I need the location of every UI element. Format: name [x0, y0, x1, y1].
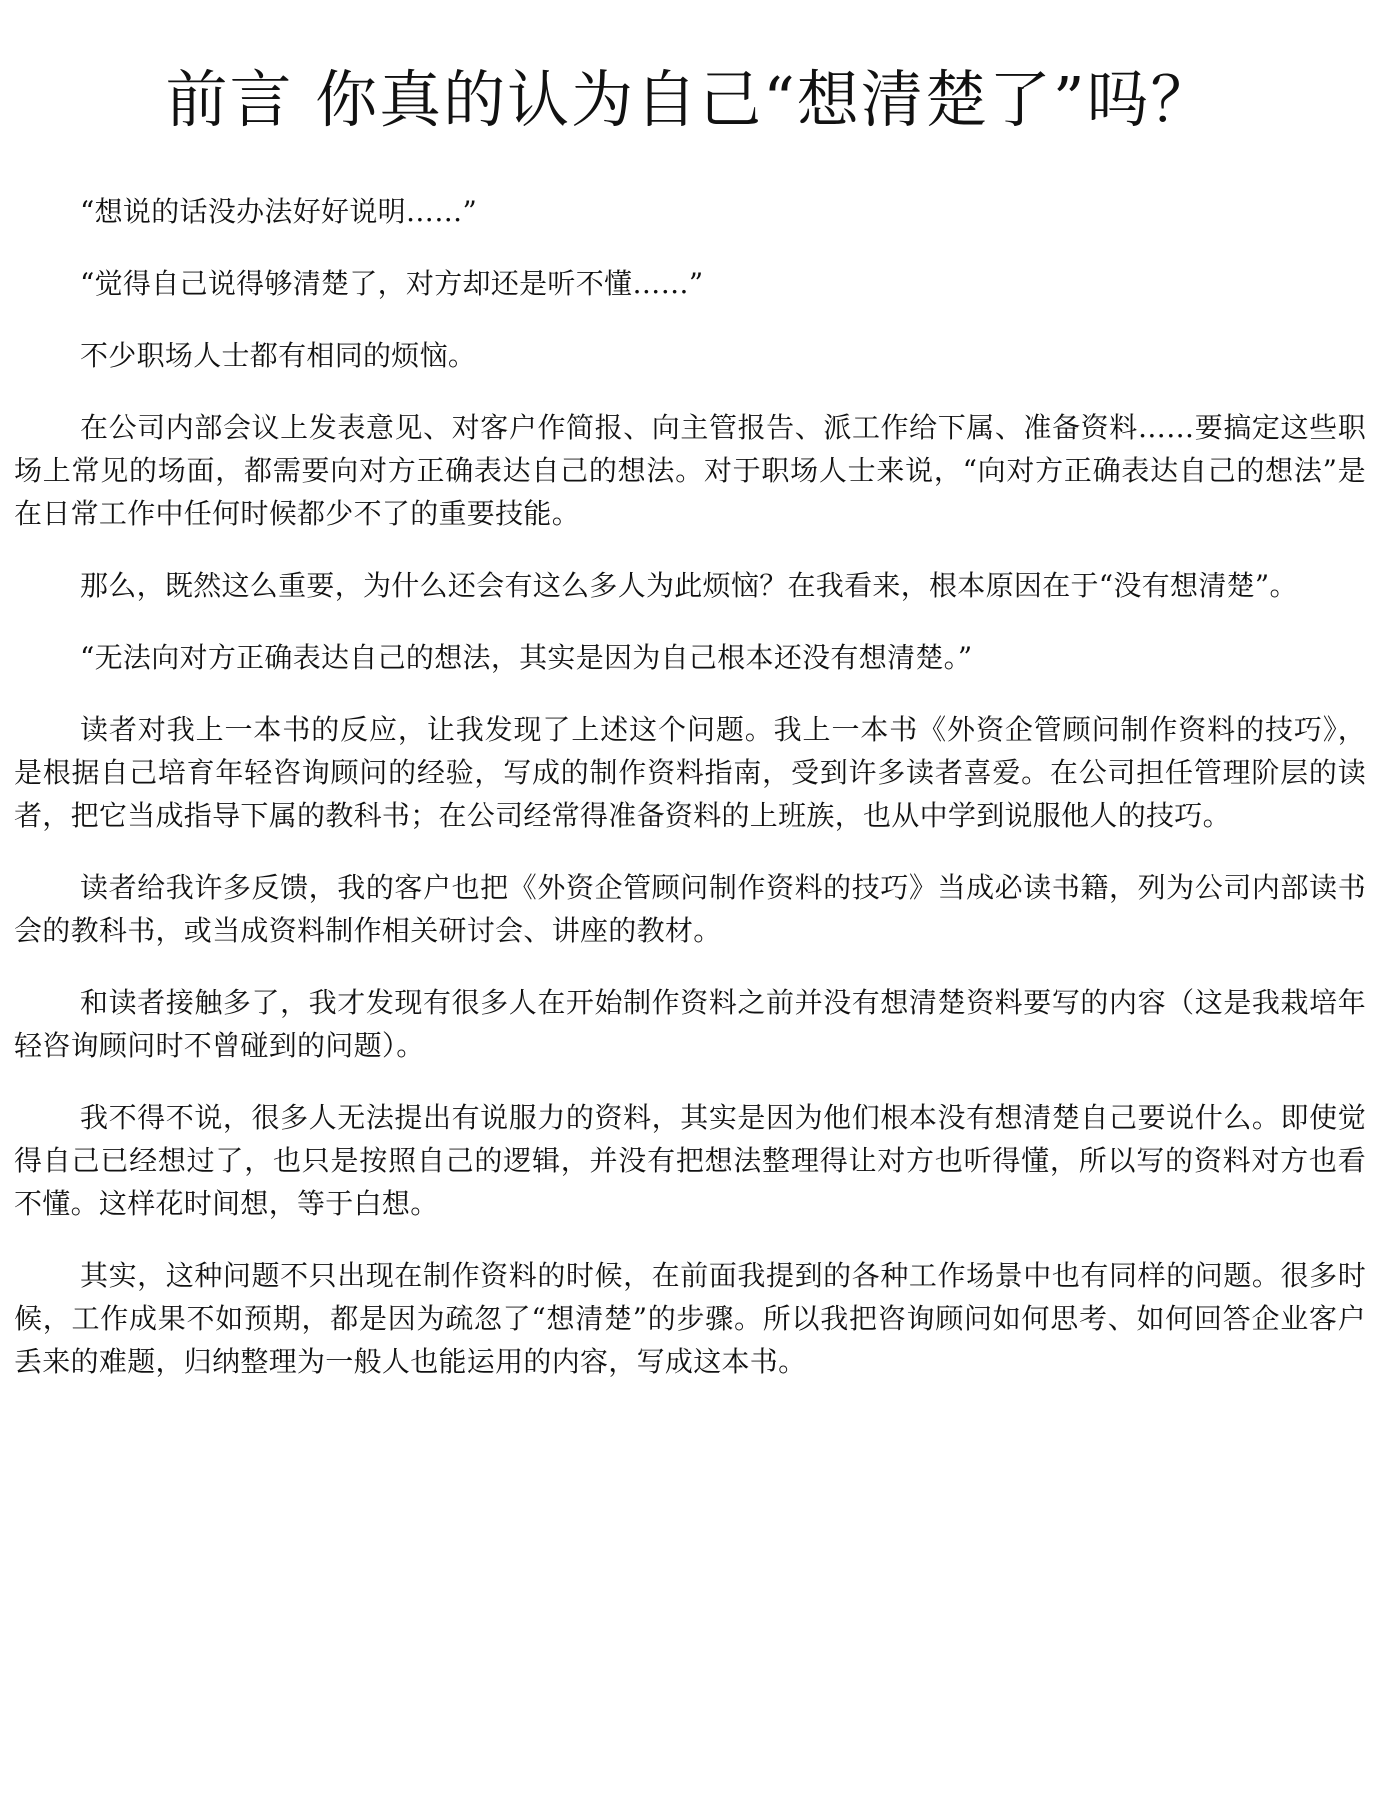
paragraph-7: 读者对我上一本书的反应，让我发现了上述这个问题。我上一本书《外资企管顾问制作资料的技巧》，是根据自己培育年轻咨询顾问的经验，写成的制作资料指南，受到许多读者喜爱。在公司担任管理阶层的读者，把它当成指导下属的教科书；在公司经常得准备资料的上班族，也从中学到说服他人的技巧。 [14, 713, 1366, 832]
paragraph-4: 在公司内部会议上发表意见、对客户作简报、向主管报告、派工作给下属、准备资料……要搞定这些职场上常见的场面，都需要向对方正确表达自己的想法。对于职场人士来说，“向对方正确表达自己的想法”是在日常工作中任何时候都少不了的重要技能。 [14, 411, 1366, 530]
paragraph-10: 我不得不说，很多人无法提出有说服力的资料，其实是因为他们根本没有想清楚自己要说什么。即使觉得自己已经想过了，也只是按照自己的逻辑，并没有把想法整理得让对方也听得懂，所以写的资料对方也看不懂。这样花时间想，等于白想。 [14, 1101, 1366, 1220]
paragraph-2: “觉得自己说得够清楚了，对方却还是听不懂……” [80, 267, 704, 300]
chapter-title: 前言 你真的认为自己“想清楚了”吗？ [165, 63, 1215, 136]
paragraph-5: 那么，既然这么重要，为什么还会有这么多人为此烦恼？在我看来，根本原因在于“没有想清楚”。 [80, 569, 1298, 602]
paragraph-3: 不少职场人士都有相同的烦恼。 [80, 339, 477, 372]
paragraph-11: 其实，这种问题不只出现在制作资料的时候，在前面我提到的各种工作场景中也有同样的问题。很多时候，工作成果不如预期，都是因为疏忽了“想清楚”的步骤。所以我把咨询顾问如何思考、如何回答企业客户丢来的难题，归纳整理为一般人也能运用的内容，写成这本书。 [14, 1259, 1366, 1378]
paragraph-1: “想说的话没办法好好说明……” [80, 195, 478, 228]
paragraph-6: “无法向对方正确表达自己的想法，其实是因为自己根本还没有想清楚。” [80, 641, 973, 674]
paragraph-9: 和读者接触多了，我才发现有很多人在开始制作资料之前并没有想清楚资料要写的内容（这是我栽培年轻咨询顾问时不曾碰到的问题）。 [14, 986, 1366, 1062]
paragraph-8: 读者给我许多反馈，我的客户也把《外资企管顾问制作资料的技巧》当成必读书籍，列为公司内部读书会的教科书，或当成资料制作相关研讨会、讲座的教材。 [14, 871, 1366, 947]
